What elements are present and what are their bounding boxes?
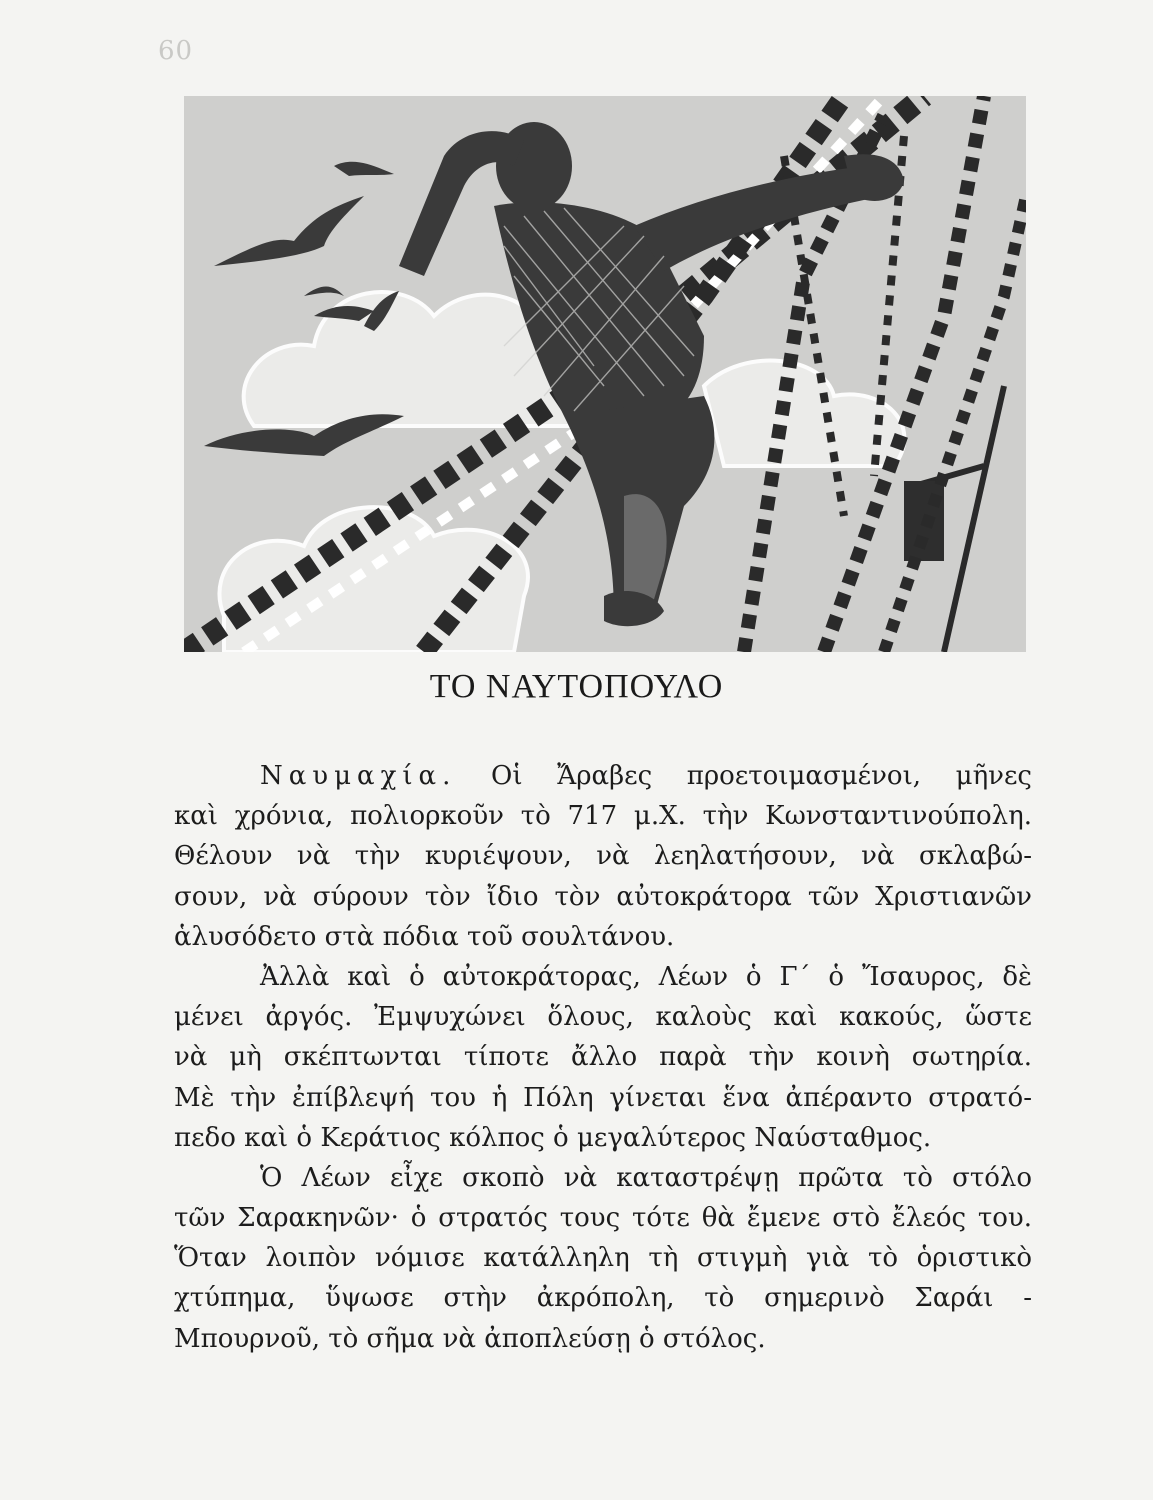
paragraph-line: Ὁ Λέων εἶχε σκοπὸ νὰ καταστρέψῃ πρῶτα τὸ στόλο xyxy=(260,1162,1032,1193)
paragraph-line: πεδο καὶ ὁ Κεράτιος κόλπος ὁ μεγαλύτερος Ναύσταθμος. xyxy=(174,1122,932,1153)
sailor-on-rigging-icon xyxy=(184,96,1026,652)
paragraph-3 xyxy=(174,1158,1032,1359)
paragraph-line: μένει ἀργός. Ἐμψυχώνει ὅλους, καλοὺς καὶ κακούς, ὥστε xyxy=(174,1002,1032,1033)
paragraph-line: Θέλουν νὰ τὴν κυριέψουν, νὰ λεηλατήσουν, νὰ σκλαβώ- xyxy=(174,841,1032,872)
paragraph-line: Μπουρνοῦ, τὸ σῆμα νὰ ἀποπλεύσῃ ὁ στόλος. xyxy=(174,1323,766,1354)
paragraph-line: ἁλυσόδετο στὰ πόδια τοῦ σουλτάνου. xyxy=(174,921,675,952)
paragraph-line: Ὅταν λοιπὸν νόμισε κατάλληλη τὴ στιγμὴ γιὰ τὸ ὁριστικὸ xyxy=(174,1243,1032,1274)
paragraph-line: νὰ μὴ σκέπτωνται τίποτε ἄλλο παρὰ τὴν κοινὴ σωτηρία. xyxy=(174,1042,1032,1073)
paragraph-line xyxy=(174,756,1032,796)
sailor-illustration xyxy=(184,96,1026,652)
paragraph-line: Μὲ τὴν ἐπίβλεψή του ἡ Πόλη γίνεται ἕνα ἀπέραντο στρατό- xyxy=(174,1082,1032,1113)
paragraph-line: Ἀλλὰ καὶ ὁ αὐτοκράτορας, Λέων ὁ Γ΄ ὁ Ἴσαυρος, δὲ xyxy=(260,961,1032,992)
paragraph-line: καὶ χρόνια, πολιορκοῦν τὸ 717 μ.Χ. τὴν Κωνσταντινούπολη. xyxy=(174,801,1032,832)
paragraph-1 xyxy=(174,756,1032,957)
paragraph-line: τῶν Σαρακηνῶν· ὁ στρατός τους τότε θὰ ἔμενε στὸ ἔλεός του. xyxy=(174,1203,1032,1234)
page-number: 60 xyxy=(158,36,194,66)
line-text: Οἱ Ἄραβες προετοιμασμένοι, μῆνες xyxy=(456,761,1032,791)
body-text xyxy=(174,756,1032,1359)
chapter-title: ΤΟ ΝΑΥΤΟΠΟΥΛΟ xyxy=(429,668,724,705)
paragraph-line: σουν, νὰ σύρουν τὸν ἴδιο τὸν αὐτοκράτορα τῶν Χριστιανῶν xyxy=(174,881,1032,912)
paragraph-line: χτύπημα, ὕψωσε στὴν ἀκρόπολη, τὸ σημερινὸ Σαράι - xyxy=(174,1283,1032,1314)
paragraph-2 xyxy=(174,957,1032,1158)
lead-word: Ναυμαχία. xyxy=(260,761,457,791)
